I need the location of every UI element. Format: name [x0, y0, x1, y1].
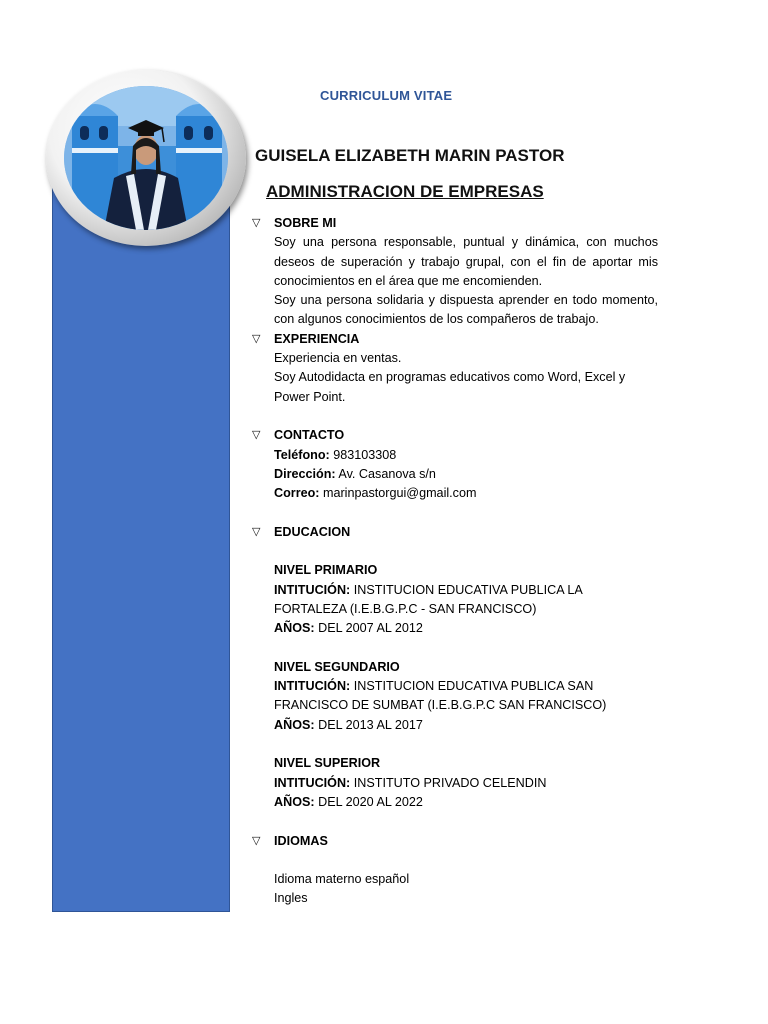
education-level-secondary: NIVEL SEGUNDARIO: [274, 659, 400, 674]
resume-body: [252, 214, 658, 909]
section-educacion: [252, 523, 658, 812]
section-title: CONTACTO: [274, 428, 345, 443]
phone-value: 983103308: [329, 447, 397, 462]
address-label: Dirección:: [274, 466, 336, 481]
years-label: AÑOS:: [274, 621, 315, 636]
contact-address: [274, 465, 658, 484]
years-value: DEL 2007 AL 2012: [314, 621, 423, 636]
education-level-higher: NIVEL SUPERIOR: [274, 756, 381, 771]
section-sobre-mi: [252, 214, 658, 330]
address-value: Av. Casanova s/n: [335, 466, 436, 481]
photo-frame: [46, 70, 246, 246]
profile-photo: [64, 86, 228, 230]
section-title: EDUCACION: [274, 524, 351, 539]
down-triangle-icon: ▽: [252, 429, 261, 442]
contact-phone: [274, 446, 658, 465]
experience-line-1: Experiencia en ventas.: [274, 351, 402, 366]
education-years: [274, 716, 658, 735]
about-paragraph-2: Soy una persona solidaria y dispuesta aprender en todo momento, con algunos conocimientos de los compañeros de trabajo.: [274, 293, 658, 327]
section-contacto: [252, 426, 658, 503]
section-idiomas: [252, 832, 658, 909]
down-triangle-icon: ▽: [252, 332, 261, 345]
institution-value: INSTITUCION EDUCATIVA PUBLICA SAN: [350, 679, 594, 694]
education-level-primary: NIVEL PRIMARIO: [274, 563, 378, 578]
person-name: GUISELA ELIZABETH MARIN PASTOR: [255, 146, 565, 165]
about-paragraph-1: Soy una persona responsable, puntual y dinámica, con muchos deseos de superación y trabajo grupal, con el fin de aportar mis conocimientos en el área que me encomienden.: [274, 235, 658, 288]
down-triangle-icon: ▽: [252, 217, 261, 229]
language-line-1: Idioma materno español: [274, 872, 410, 887]
institution-value: INSTITUCION EDUCATIVA PUBLICA LA: [350, 582, 583, 597]
experience-line-2: Soy Autodidacta en programas educativos como Word, Excel y Power Point.: [274, 370, 626, 404]
education-institution-line: [274, 581, 658, 600]
cv-header: CURRICULUM VITAE: [320, 88, 453, 103]
down-triangle-icon: ▽: [252, 525, 261, 538]
section-title: IDIOMAS: [274, 833, 328, 848]
years-label: AÑOS:: [274, 717, 315, 732]
institution-label: INTITUCIÓN:: [274, 582, 351, 597]
down-triangle-icon: ▽: [252, 834, 261, 847]
education-institution-line: [274, 677, 658, 696]
section-title: SOBRE MI: [274, 216, 337, 230]
sidebar-panel: [52, 150, 230, 912]
years-label: AÑOS:: [274, 794, 315, 809]
graduate-portrait: [64, 86, 228, 230]
education-institution-line: [274, 774, 658, 793]
institution-label: INTITUCIÓN:: [274, 679, 351, 694]
education-years: [274, 619, 658, 638]
email-value: marinpastorgui@gmail.com: [319, 486, 477, 501]
section-title: EXPERIENCIA: [274, 331, 360, 346]
education-institution-line-2: FRANCISCO DE SUMBAT (I.E.B.G.P.C SAN FRANCISCO): [274, 698, 607, 713]
section-experiencia: [252, 330, 658, 407]
institution-value: INSTITUTO PRIVADO CELENDIN: [350, 775, 547, 790]
contact-email: [274, 484, 658, 503]
education-institution-line-2: FORTALEZA (I.E.B.G.P.C - SAN FRANCISCO): [274, 601, 537, 616]
phone-label: Teléfono:: [274, 447, 330, 462]
education-years: [274, 793, 658, 812]
years-value: DEL 2020 AL 2022: [314, 794, 423, 809]
email-label: Correo:: [274, 486, 320, 501]
person-profession: ADMINISTRACION DE EMPRESAS: [266, 182, 544, 201]
language-line-2: Ingles: [274, 891, 308, 906]
years-value: DEL 2013 AL 2017: [314, 717, 423, 732]
institution-label: INTITUCIÓN:: [274, 775, 351, 790]
